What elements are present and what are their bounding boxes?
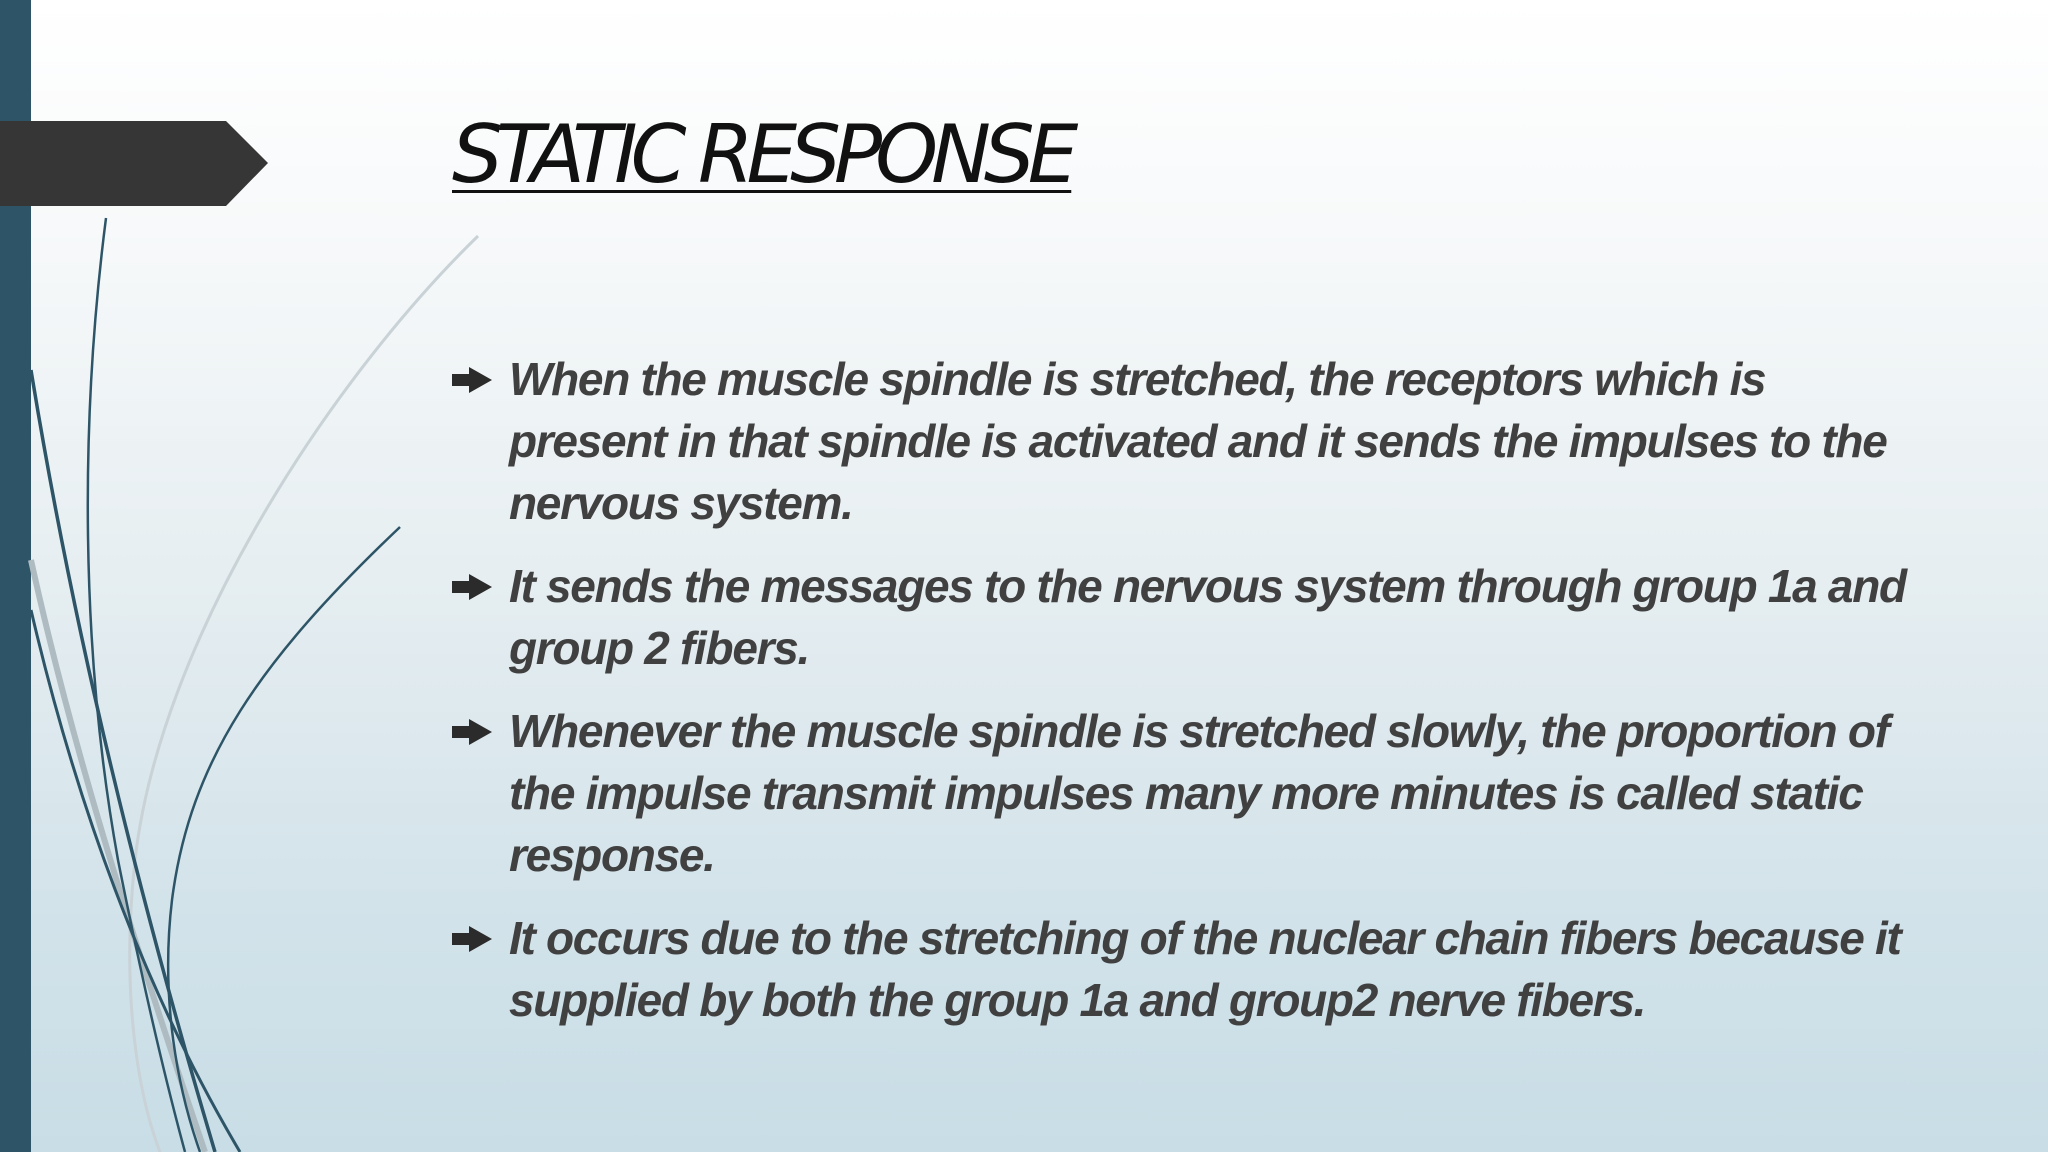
bullet-text: It sends the messages to the nervous system through group 1a and group 2 fibers. [509, 560, 1906, 674]
bullet-item [452, 907, 1922, 1031]
title-tab-shape [0, 121, 268, 206]
bullet-text: Whenever the muscle spindle is stretched slowly, the proportion of the impulse transmit impulses many more minutes is called static response. [509, 705, 1889, 881]
bullet-item [452, 700, 1922, 886]
right-arrow-icon [452, 926, 492, 952]
bullet-list [452, 348, 1922, 1052]
right-arrow-icon [452, 574, 492, 600]
bullet-text: It occurs due to the stretching of the nuclear chain fibers because it supplied by both the group 1a and group2 nerve fibers. [509, 912, 1901, 1026]
bullet-item [452, 348, 1922, 534]
bullet-item [452, 555, 1922, 679]
bullet-text: When the muscle spindle is stretched, the receptors which is present in that spindle is activated and it sends the impulses to the nervous system. [509, 353, 1887, 529]
right-arrow-icon [452, 719, 492, 745]
right-arrow-icon [452, 367, 492, 393]
slide-title: STATIC RESPONSE [452, 108, 1072, 201]
